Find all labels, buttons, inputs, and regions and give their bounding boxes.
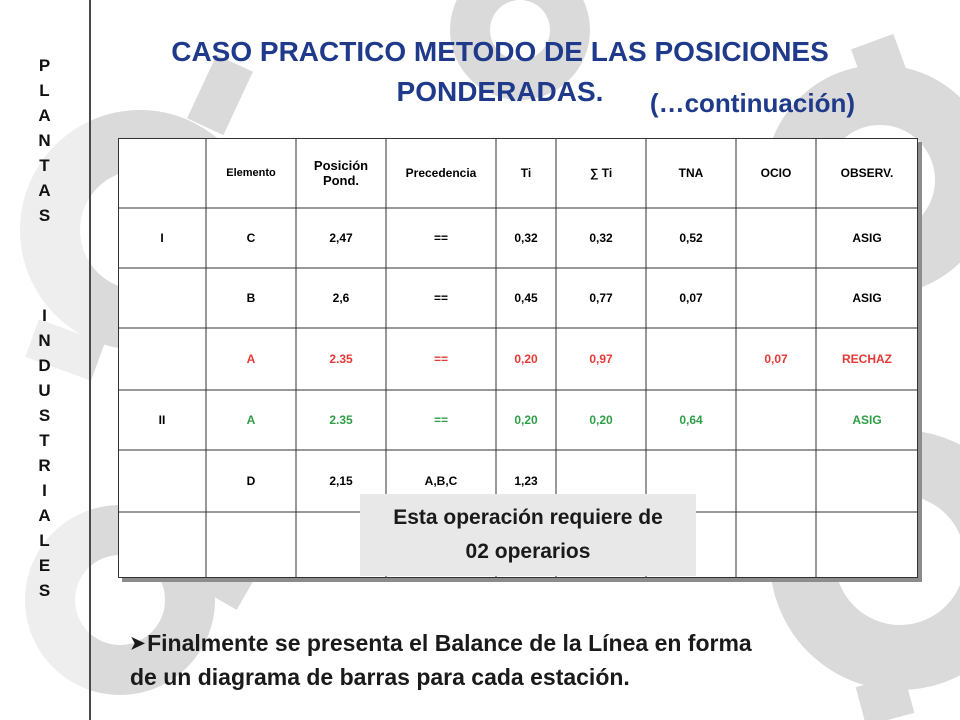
table-cell	[206, 512, 296, 578]
sidebar-letter: T	[39, 431, 50, 450]
sidebar-letter: I	[42, 481, 47, 500]
table-cell	[736, 450, 816, 512]
table-cell: 0,20	[514, 412, 538, 427]
sidebar-letter: N	[38, 131, 51, 150]
sidebar-letter: U	[38, 381, 51, 400]
table-cell	[736, 268, 816, 328]
table-cell: ==	[433, 412, 448, 427]
sidebar-letter: L	[39, 531, 50, 550]
table-cell: 0,07	[679, 290, 703, 305]
table-cell: 0,64	[679, 412, 703, 427]
table-cell	[118, 450, 206, 512]
sidebar-vertical-title	[0, 0, 91, 720]
table-cell: 0,20	[589, 412, 613, 427]
table-cell: 2,47	[329, 230, 353, 245]
table-cell: I	[160, 230, 164, 245]
table-cell: 2,6	[332, 290, 350, 305]
sidebar-letter: S	[38, 406, 51, 425]
table-cell: C	[246, 230, 256, 245]
table-cell: 0,32	[589, 230, 613, 245]
table-cell: 2,15	[329, 473, 353, 488]
continuation-label: (…continuación)	[649, 88, 855, 118]
table-cell: D	[246, 473, 256, 488]
table-cell: 1,23	[514, 473, 538, 488]
table-header-cell: Precedencia	[405, 165, 477, 180]
operators-callout	[360, 494, 696, 576]
table-cell: ==	[433, 230, 448, 245]
sidebar-letter: D	[38, 356, 51, 375]
table-cell: 0,32	[514, 230, 538, 245]
table-cell	[118, 268, 206, 328]
sidebar-letter: R	[38, 456, 51, 475]
table-cell: 0,52	[679, 230, 703, 245]
table-header-cell: OBSERV.	[840, 165, 894, 180]
table-header-cell: TNA	[678, 165, 704, 180]
table-cell: ==	[433, 290, 448, 305]
table-cell: A	[246, 351, 256, 366]
arrow-bullet-icon: ➤	[130, 633, 146, 653]
sidebar-letter: N	[38, 331, 51, 350]
table-cell: B	[246, 290, 256, 305]
table-cell	[816, 512, 918, 578]
table-cell: ASIG	[852, 230, 882, 245]
table-cell: ASIG	[852, 290, 882, 305]
table-header-cell: Posición Pond.	[313, 158, 369, 188]
conclusion-text	[130, 626, 930, 694]
sidebar-letter: I	[42, 306, 47, 325]
sidebar-letter: E	[38, 556, 51, 575]
sidebar-letter: P	[38, 56, 51, 75]
table-cell: RECHAZ	[842, 351, 892, 366]
callout-line-1: Esta operación requiere de	[393, 506, 663, 529]
sidebar-letter: S	[38, 206, 51, 225]
sidebar-letter: A	[38, 181, 51, 200]
sidebar-letter: T	[39, 156, 50, 175]
table-header-cell: Ti	[520, 165, 532, 180]
table-header-cell: ∑ Ti	[589, 165, 613, 180]
table-cell: 0,77	[589, 290, 613, 305]
sidebar-letter: L	[39, 81, 50, 100]
table-cell: 2.35	[329, 351, 353, 366]
table-cell	[736, 390, 816, 450]
table-cell	[646, 328, 736, 390]
table-cell: ASIG	[852, 412, 882, 427]
sidebar-letter: A	[38, 506, 51, 525]
conclusion-line-2: de un diagrama de barras para cada estación.	[130, 664, 630, 690]
page-title-line-2: PONDERADAS.	[396, 76, 604, 107]
callout-line-2: 02 operarios	[465, 540, 591, 563]
table-cell: 0,45	[514, 290, 538, 305]
table-cell: 0,20	[514, 351, 538, 366]
table-cell: II	[158, 412, 166, 427]
table-header-cell: Elemento	[226, 166, 276, 179]
table-cell	[118, 512, 206, 578]
table-cell: A	[246, 412, 256, 427]
page-title-line-1: CASO PRACTICO METODO DE LAS POSICIONES	[171, 36, 829, 67]
table-header-cell: OCIO	[760, 165, 792, 180]
table-cell: 0,97	[589, 351, 613, 366]
table-cell: 2.35	[329, 412, 353, 427]
sidebar-letter: A	[38, 106, 51, 125]
table-header-cell	[118, 138, 206, 208]
table-cell	[736, 208, 816, 268]
table-cell	[118, 328, 206, 390]
conclusion-line-1	[130, 626, 930, 660]
sidebar-letter: S	[38, 581, 51, 600]
table-cell: A,B,C	[424, 473, 458, 488]
table-cell: 0,07	[764, 351, 788, 366]
conclusion-line-1-text: Finalmente se presenta el Balance de la Línea en forma	[147, 630, 752, 656]
table-cell	[736, 512, 816, 578]
table-cell	[816, 450, 918, 512]
table-cell: ==	[433, 351, 448, 366]
